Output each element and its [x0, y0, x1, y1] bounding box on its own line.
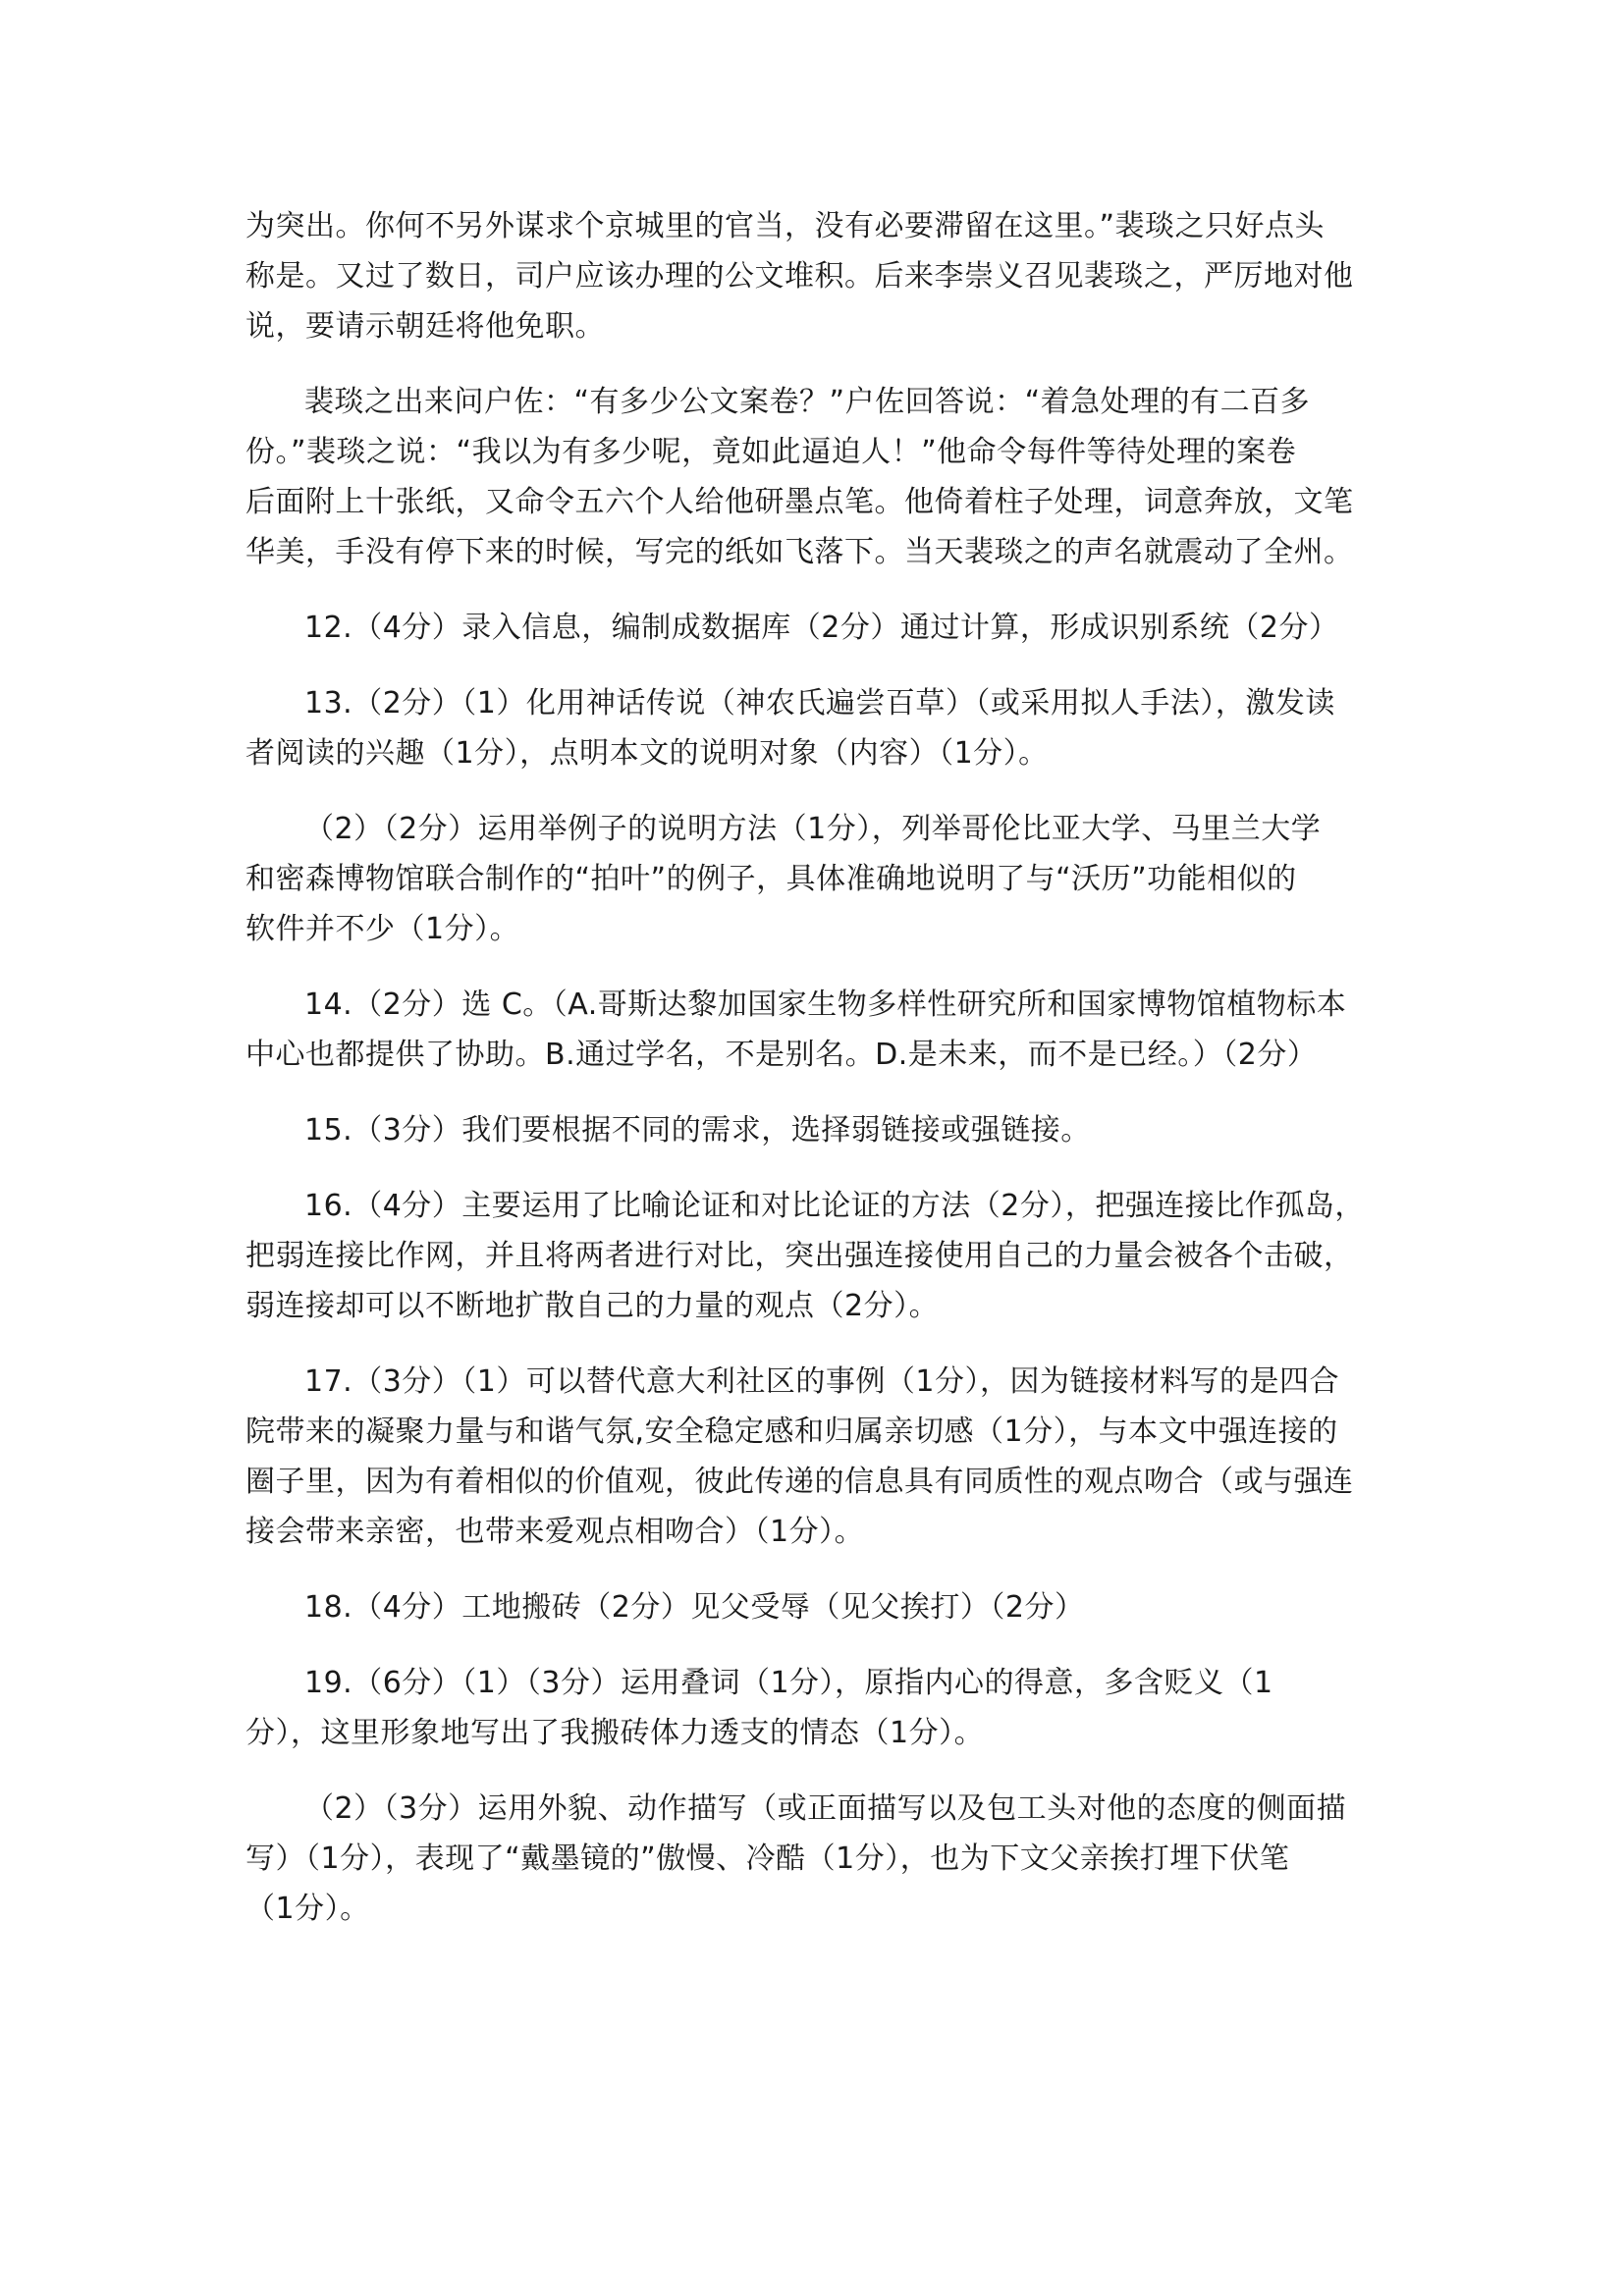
text-line: 中心也都提供了协助。B.通过学名，不是别名。D.是未来，而不是已经。）（2分）: [245, 1038, 1318, 1072]
text-line: 16.（4分）主要运用了比喻论证和对比论证的方法（2分），把强连接比作孤岛，: [304, 1189, 1365, 1223]
document-page: [245, 201, 1396, 1959]
text-line: 接会带来亲密，也带来爱观点相吻合）（1分）。: [245, 1515, 865, 1549]
text-line: 份。”裴琰之说：“我以为有多少呢，竟如此逼迫人！”他命令每件等待处理的案卷: [245, 435, 1297, 469]
paragraph: [245, 201, 1396, 351]
text-line: 和密森博物馆联合制作的“拍叶”的例子，具体准确地说明了与“沃历”功能相似的: [245, 862, 1297, 896]
text-line: 14.（2分）选 C。（A.哥斯达黎加国家生物多样性研究所和国家博物馆植物标本: [304, 988, 1347, 1022]
text-line: 17.（3分）（1）可以替代意大利社区的事例（1分），因为链接材料写的是四合: [304, 1364, 1339, 1399]
paragraph: [245, 1105, 1396, 1155]
paragraph: [245, 377, 1396, 577]
paragraph: [245, 804, 1396, 954]
text-line: 13.（2分）（1）化用神话传说（神农氏遍尝百草）（或采用拟人手法），激发读: [304, 686, 1335, 721]
paragraph: [245, 980, 1396, 1080]
text-line: （2）（2分）运用举例子的说明方法（1分），列举哥伦比亚大学、马里兰大学: [304, 812, 1322, 846]
text-line: 分），这里形象地写出了我搬砖体力透支的情态（1分）。: [245, 1716, 985, 1750]
text-line: 15.（3分）我们要根据不同的需求，选择弱链接或强链接。: [304, 1113, 1091, 1148]
text-line: 18.（4分）工地搬砖（2分）见父受辱（见父挨打）（2分）: [304, 1590, 1085, 1625]
text-line: 院带来的凝聚力量与和谐气氛,安全稳定感和归属亲切感（1分），与本文中强连接的: [245, 1415, 1338, 1449]
text-line: 说，要请示朝廷将他免职。: [245, 309, 605, 344]
text-line: 写）（1分），表现了“戴墨镜的”傲慢、冷酷（1分），也为下文父亲挨打埋下伏笔: [245, 1842, 1290, 1876]
text-line: 19.（6分）（1）（3分）运用叠词（1分），原指内心的得意，多含贬义（1: [304, 1666, 1273, 1700]
text-line: （2）（3分）运用外貌、动作描写（或正面描写以及包工头对他的态度的侧面描: [304, 1791, 1347, 1826]
paragraph: [245, 1357, 1396, 1557]
text-line: 软件并不少（1分）。: [245, 912, 520, 946]
text-line: 裴琰之出来问户佐：“有多少公文案卷？”户佐回答说：“着急处理的有二百多: [304, 385, 1311, 419]
text-line: （1分）。: [245, 1892, 370, 1926]
text-line: 者阅读的兴趣（1分），点明本文的说明对象（内容）（1分）。: [245, 736, 1049, 771]
text-line: 为突出。你何不另外谋求个京城里的官当，没有必要滞留在这里。”裴琰之只好点头: [245, 209, 1326, 243]
text-line: 把弱连接比作网，并且将两者进行对比，突出强连接使用自己的力量会被各个击破，: [245, 1239, 1354, 1273]
text-line: 后面附上十张纸，又命令五六个人给他研墨点笔。他倚着柱子处理，词意奔放，文笔: [245, 485, 1354, 519]
paragraph: [245, 1582, 1396, 1632]
text-line: 圈子里，因为有着相似的价值观，彼此传递的信息具有同质性的观点吻合（或与强连: [245, 1465, 1354, 1499]
paragraph: [245, 1784, 1396, 1934]
paragraph: [245, 603, 1396, 653]
paragraph: [245, 1658, 1396, 1758]
paragraph: [245, 1181, 1396, 1331]
text-line: 弱连接却可以不断地扩散自己的力量的观点（2分）。: [245, 1289, 940, 1323]
text-line: 12.（4分）录入信息，编制成数据库（2分）通过计算，形成识别系统（2分）: [304, 611, 1339, 645]
paragraph: [245, 678, 1396, 778]
text-line: 华美，手没有停下来的时候，写完的纸如飞落下。当天裴琰之的声名就震动了全州。: [245, 535, 1354, 569]
text-line: 称是。又过了数日，司户应该办理的公文堆积。后来李崇义召见裴琰之，严厉地对他: [245, 259, 1354, 294]
